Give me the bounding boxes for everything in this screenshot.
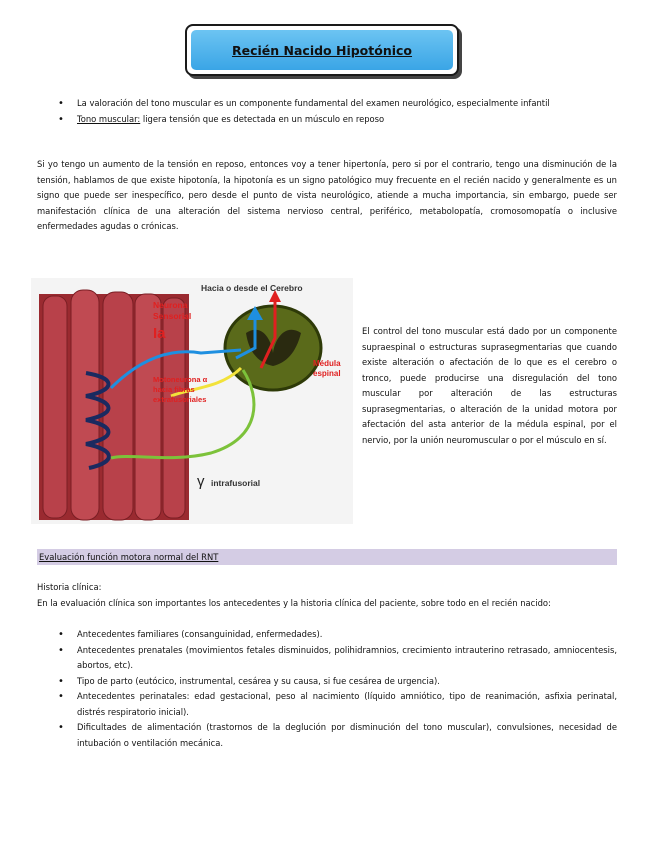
medula-label: espinal bbox=[313, 369, 341, 378]
medula-label: Médula bbox=[313, 359, 341, 368]
reflex-arc-diagram bbox=[31, 278, 353, 524]
motor-label: Motoneurona α bbox=[153, 375, 208, 384]
list-item: • Antecedentes familiares (consanguinidad, enfermedades). bbox=[57, 627, 617, 643]
tono-control-paragraph: El control del tono muscular está dado por un componente supraespinal o estructuras suprasegmentarias que cuando existe alteración o afectación de lo que es el cerebro o tronco, puede producirse una disregulación del tono muscular por alteración de las estructuras suprasegmentarias, o alteración de la unidad motora por afectación del asta anterior de la médula espinal, por el nervio, por la unión neuromuscular o por el músculo en sí. bbox=[362, 326, 617, 445]
title-box bbox=[185, 24, 459, 76]
bullet-text: La valoración del tono muscular es un componente fundamental del examen neurológico, especialmente infantil bbox=[77, 98, 550, 108]
spinal-cord-section bbox=[225, 306, 321, 390]
section-heading: Evaluación función motora normal del RNT bbox=[39, 552, 219, 562]
list-item: • Antecedentes prenatales (movimientos fetales disminuidos, polihidramnios, crecimiento intrauterino retrasado, amniocentesis, abortos, etc). bbox=[57, 643, 617, 674]
bullet-label: Tono muscular: bbox=[77, 113, 141, 124]
sensory-label: Sensorial bbox=[153, 311, 192, 321]
gamma-symbol: γ bbox=[197, 473, 205, 490]
intro-bullet-list bbox=[57, 96, 617, 127]
list-item bbox=[57, 112, 617, 128]
ia-label: Ia bbox=[153, 325, 166, 342]
sensory-label: Neurona bbox=[153, 300, 188, 310]
gamma-label: intrafusorial bbox=[211, 478, 261, 488]
motor-label: hacia fibras bbox=[153, 385, 195, 394]
list-item bbox=[57, 96, 617, 112]
title-banner bbox=[191, 30, 453, 70]
motor-label: extrafusoriales bbox=[153, 395, 207, 404]
list-item: • Tipo de parto (eutócico, instrumental, cesárea y su causa, si fue cesárea de urgencia). bbox=[57, 674, 617, 690]
figure-header: Hacia o desde el Cerebro bbox=[201, 283, 303, 293]
history-bullet-list bbox=[57, 627, 617, 751]
page-title: Recién Nacido Hipotónico bbox=[231, 42, 413, 58]
bullet-text: ligera tensión que es detectada en un músculo en reposo bbox=[140, 113, 385, 124]
list-item: • Dificultades de alimentación (trastornos de la deglución por disminución del tono muscular), convulsiones, necesidad de intubación o ventilación mecánica. bbox=[57, 720, 617, 751]
history-title: Historia clínica: bbox=[37, 582, 102, 592]
list-item: • Antecedentes perinatales: edad gestacional, peso al nacimiento (líquido amniótico, tipo de reanimación, asfixia perinatal, distrés respiratorio inicial). bbox=[57, 689, 617, 720]
history-intro: En la evaluación clínica son importantes los antecedentes y la historia clínica del paciente, sobre todo en el recién nacido: bbox=[37, 598, 551, 608]
paragraph-hipotonia: Si yo tengo un aumento de la tensión en reposo, entonces voy a tener hipertonía, pero si por el contrario, tengo una disminución de la tensión, hablamos de que existe hipotonía, la hipotonía es un signo patológico muy frecuente en el recién nacido y generalmente es un signo que puede ser inespecífico, pero desde el punto de vista neurológico, atiende a mucha importancia, sin embargo, puede ser manifestación clínica de una alteración del sistema nervioso central, periférico, metabolopatía, cromosomopatía o inclusive enfermedades agudas o crónicas. bbox=[37, 159, 617, 231]
section-heading-bar bbox=[37, 549, 617, 565]
tono-muscular-figure bbox=[31, 278, 353, 524]
